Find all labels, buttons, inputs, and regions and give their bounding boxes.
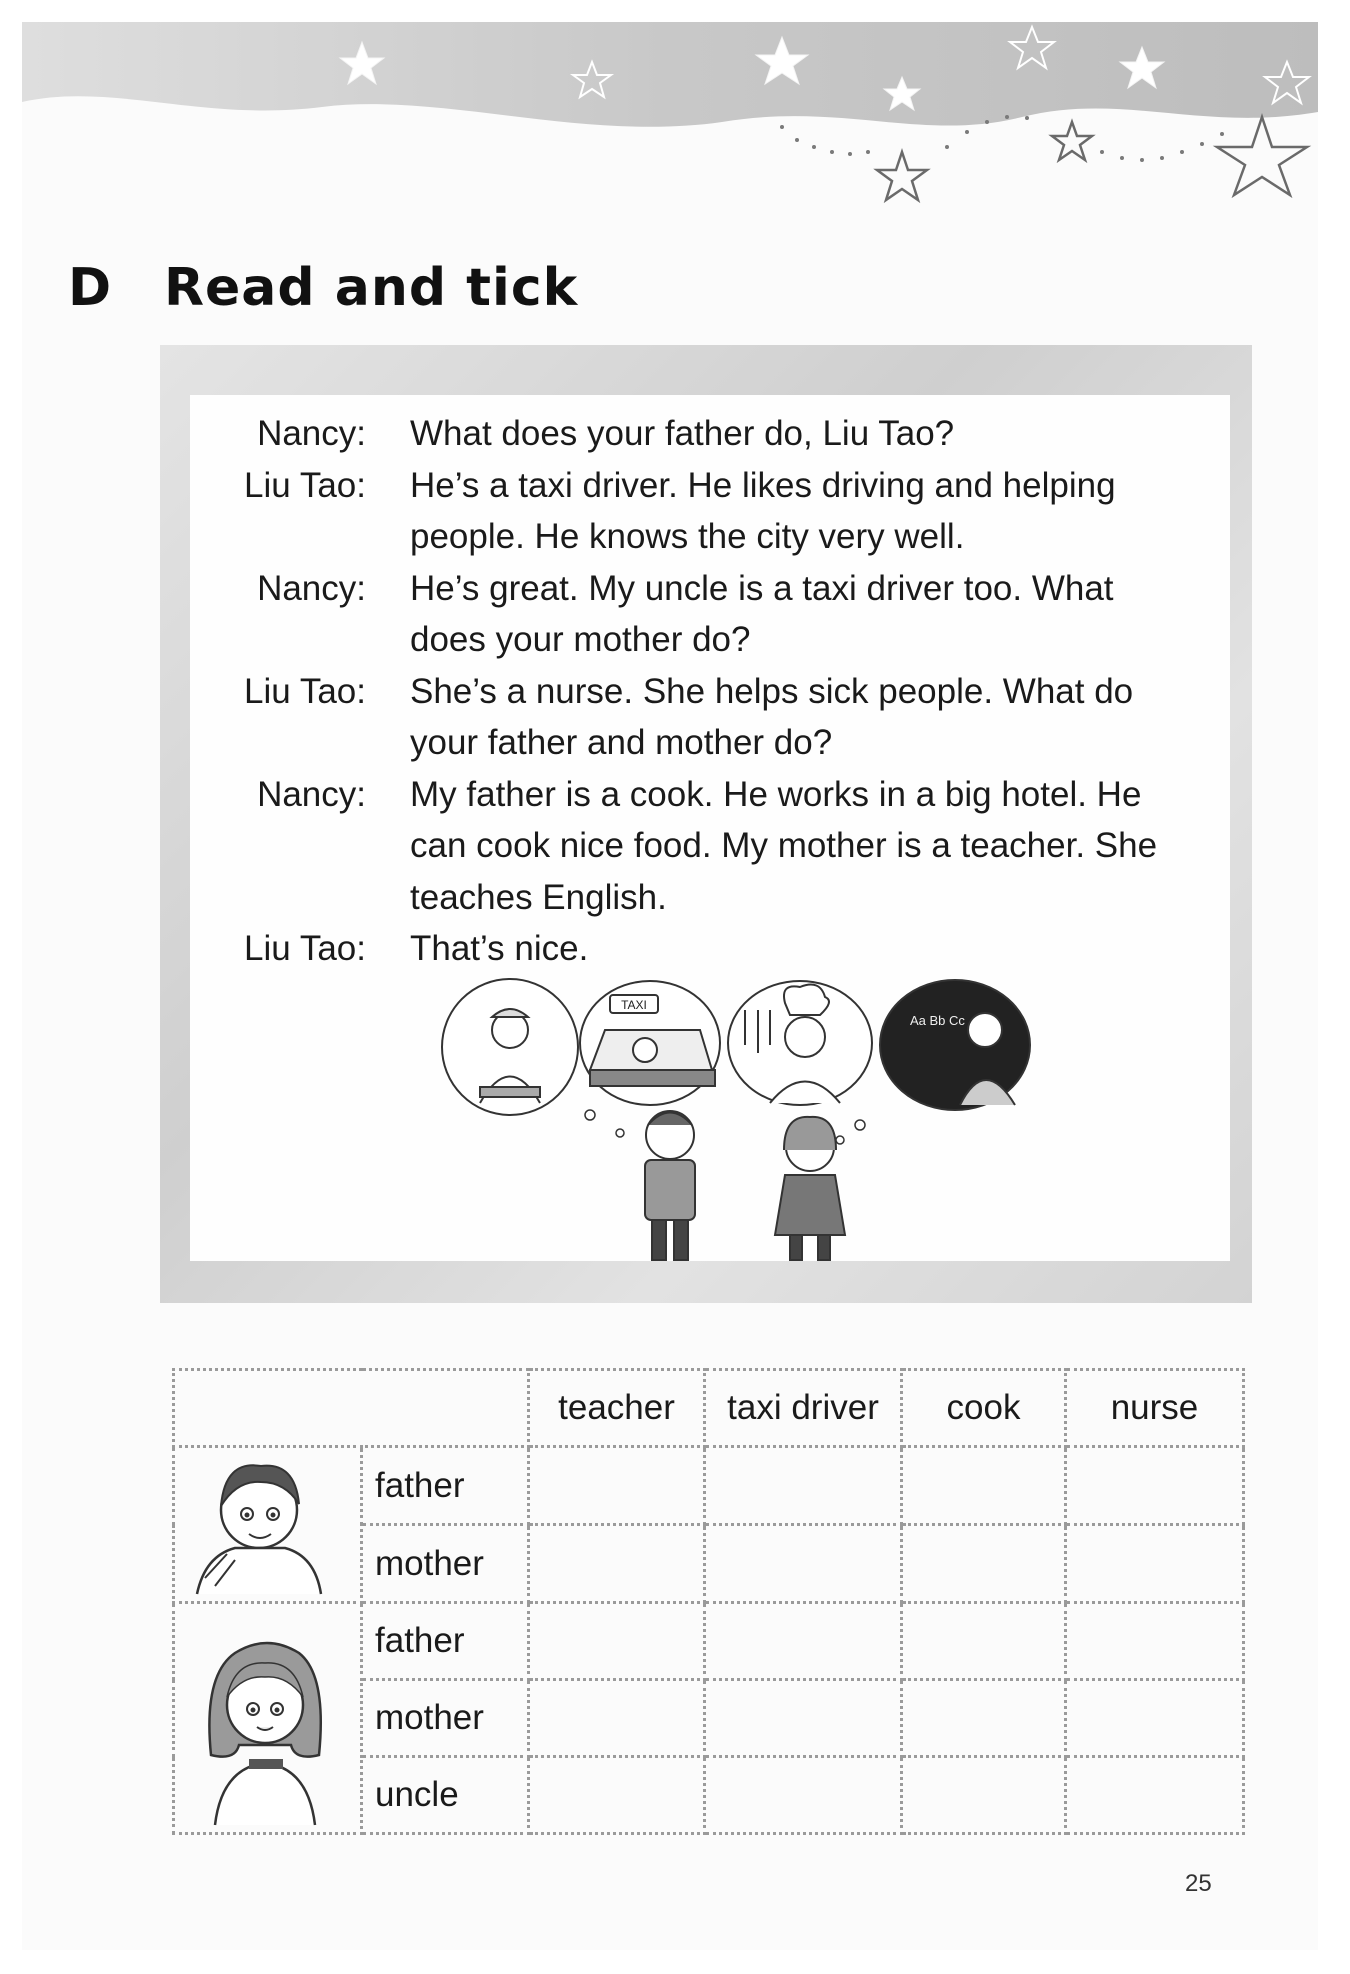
tick-cell[interactable]: [902, 1603, 1066, 1680]
member-label: mother: [362, 1680, 529, 1757]
tick-cell[interactable]: [1066, 1525, 1244, 1603]
speech: She’s a nurse. She helps sick people. What do: [410, 671, 1134, 711]
tick-table: [172, 1368, 1245, 1835]
dialogue-line: [190, 666, 1230, 718]
speech: That’s nice.: [410, 929, 589, 968]
speech: What does your father do, Liu Tao?: [410, 414, 955, 453]
tick-cell[interactable]: [902, 1757, 1066, 1834]
section-title: Read and tick: [164, 258, 579, 318]
table-row: [174, 1603, 1244, 1680]
speaker: [190, 717, 410, 769]
dialogue-line: [190, 511, 1230, 563]
speech: teaches English.: [410, 877, 667, 917]
cook-bubble: [728, 981, 872, 1105]
tick-cell[interactable]: [705, 1680, 902, 1757]
speaker: [190, 872, 410, 924]
tick-cell[interactable]: [529, 1525, 705, 1603]
boy-portrait: [174, 1447, 362, 1603]
dialogue-line: [190, 820, 1230, 872]
tick-cell[interactable]: [529, 1680, 705, 1757]
tick-cell[interactable]: [529, 1447, 705, 1525]
dialogue-line: [190, 923, 1230, 975]
speech: He’s a taxi driver. He likes driving and helping: [410, 465, 1116, 505]
dialogue-line: [190, 614, 1230, 666]
taxi-sign: TAXI: [621, 998, 647, 1012]
column-header: nurse: [1066, 1370, 1244, 1447]
table-header-row: [174, 1370, 1244, 1447]
member-label: mother: [362, 1525, 529, 1603]
speech: your father and mother do?: [410, 723, 833, 762]
dialogue-line: [190, 872, 1230, 924]
star-banner: [22, 22, 1318, 232]
tick-cell[interactable]: [1066, 1447, 1244, 1525]
tick-cell[interactable]: [705, 1447, 902, 1525]
speaker: [190, 820, 410, 872]
taxi-bubble: [580, 981, 720, 1105]
speaker: Liu Tao:: [244, 929, 366, 968]
dialogue-line: [190, 717, 1230, 769]
boy-face-icon: [175, 1448, 363, 1596]
column-header: teacher: [529, 1370, 705, 1447]
speech: My father is a cook. He works in a big hotel. He: [410, 774, 1142, 814]
speaker: [190, 511, 410, 563]
tick-cell[interactable]: [705, 1525, 902, 1603]
girl-portrait: [174, 1603, 362, 1834]
jobs-illustration: [440, 975, 1060, 1265]
speech: can cook nice food. My mother is a teacher. She: [410, 826, 1158, 865]
table-corner: [174, 1370, 529, 1447]
dialogue-line: [190, 563, 1230, 615]
boy-figure: [645, 1111, 695, 1260]
tick-cell[interactable]: [902, 1680, 1066, 1757]
speech: people. He knows the city very well.: [410, 517, 965, 556]
girl-face-icon: [175, 1605, 363, 1827]
tick-cell[interactable]: [1066, 1603, 1244, 1680]
nurse-bubble: [442, 979, 578, 1115]
tick-cell[interactable]: [529, 1757, 705, 1834]
column-header: cook: [902, 1370, 1066, 1447]
tick-cell[interactable]: [705, 1757, 902, 1834]
speech: He’s great. My uncle is a taxi driver too. What: [410, 568, 1114, 608]
dialogue-line: [190, 460, 1230, 512]
section-letter: D: [68, 258, 113, 318]
speaker: Liu Tao:: [244, 671, 366, 711]
tick-cell[interactable]: [529, 1603, 705, 1680]
table-row: [174, 1447, 1244, 1525]
page-number: 25: [1185, 1870, 1212, 1897]
tick-cell[interactable]: [1066, 1680, 1244, 1757]
speech: does your mother do?: [410, 620, 751, 659]
member-label: father: [362, 1603, 529, 1680]
speaker: Liu Tao:: [244, 465, 366, 505]
tick-cell[interactable]: [705, 1603, 902, 1680]
speaker: Nancy:: [257, 568, 366, 608]
member-label: father: [362, 1447, 529, 1525]
speaker: Nancy:: [257, 774, 366, 814]
speaker: [190, 614, 410, 666]
member-label: uncle: [362, 1757, 529, 1834]
blackboard-text: Aa Bb Cc: [910, 1013, 965, 1028]
dialogue: [190, 408, 1230, 975]
tick-table-wrap: [172, 1368, 1242, 1820]
dialogue-line: [190, 408, 1230, 460]
tick-cell[interactable]: [902, 1447, 1066, 1525]
dialogue-line: [190, 769, 1230, 821]
teacher-bubble: [880, 980, 1030, 1110]
girl-figure: [775, 1117, 845, 1260]
section-heading: [68, 258, 578, 318]
speaker: Nancy:: [257, 414, 366, 453]
tick-cell[interactable]: [1066, 1757, 1244, 1834]
tick-cell[interactable]: [902, 1525, 1066, 1603]
column-header: taxi driver: [705, 1370, 902, 1447]
